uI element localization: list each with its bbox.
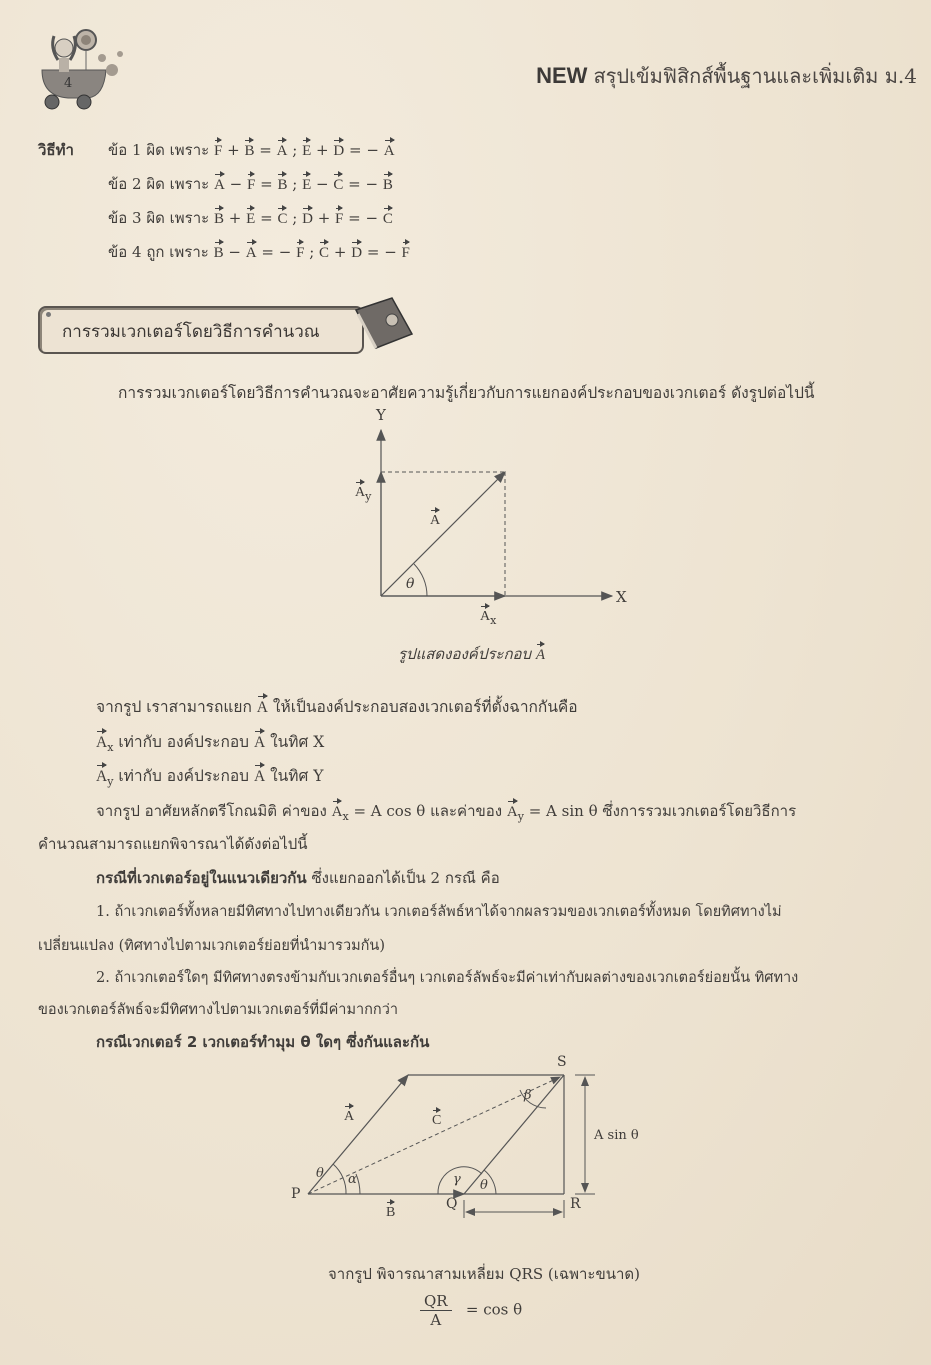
section-header bbox=[38, 306, 364, 354]
point-r: R bbox=[570, 1196, 581, 1212]
theta-label: θ bbox=[406, 576, 415, 592]
solution-item: ข้อ 1 ผิด เพราะ F + B = A ; E + D = − A bbox=[108, 141, 395, 159]
case1-heading: กรณีที่เวกเตอร์อยู่ในแนวเดียวกัน ซึ่งแยกออกได้เป็น 2 กรณี คือ bbox=[96, 869, 500, 887]
book-title-text: สรุปเข้มฟิสิกส์พื้นฐานและเพิ่มเติม ม.4 bbox=[593, 64, 917, 88]
case1-item1: 1. ถ้าเวกเตอร์ทั้งหลายมีทิศทางไปทางเดียวกัน เวกเตอร์ลัพธ์หาได้จากผลรวมของเวกเตอร์ทั้งหมด โดยทิศทางไม่ bbox=[96, 904, 782, 920]
point-q: Q bbox=[446, 1196, 458, 1212]
point-s: S bbox=[557, 1054, 567, 1070]
point-p: P bbox=[291, 1186, 301, 1202]
brand-new: NEW bbox=[536, 63, 588, 88]
bullet-dot-icon bbox=[46, 312, 51, 317]
ax-label: $A_x$ bbox=[480, 609, 497, 627]
beta-label: β bbox=[524, 1088, 532, 1103]
solution-item: ข้อ 3 ผิด เพราะ B + E = C ; D + F = − C bbox=[108, 209, 393, 227]
y-axis-label: Y bbox=[376, 406, 386, 424]
case1-item1-wrap: เปลี่ยนแปลง (ทิศทางไปตามเวกเตอร์ย่อยที่นำมารวมกัน) bbox=[38, 938, 385, 954]
vector-c-label: C bbox=[432, 1113, 442, 1128]
solution-item: ข้อ 2 ผิด เพราะ A − F = B ; E − C = − B bbox=[108, 175, 393, 193]
vector-b-label: B bbox=[386, 1205, 396, 1220]
mascot-illustration bbox=[28, 26, 168, 110]
theta-label-p: θ bbox=[316, 1166, 324, 1181]
solution-label: วิธีทำ bbox=[38, 141, 74, 159]
height-label: A sin θ bbox=[594, 1128, 639, 1143]
section-title: การรวมเวกเตอร์โดยวิธีการคำนวณ bbox=[62, 322, 320, 342]
paragraph-trig-wrap: คำนวณสามารถแยกพิจารณาได้ดังต่อไปนี้ bbox=[38, 835, 308, 853]
solution-item: ข้อ 4 ถูก เพราะ B − A = − F ; C + D = − F bbox=[108, 243, 410, 261]
notebook-icon bbox=[352, 296, 416, 352]
case1-item2-wrap: ของเวกเตอร์ลัพธ์จะมีทิศทางไปตามเวกเตอร์ที่มีค่ามากกว่า bbox=[38, 1002, 398, 1018]
ay-label: $A_y$ bbox=[355, 485, 372, 503]
conclusion-text: จากรูป พิจารณาสามเหลี่ยม QRS (เฉพาะขนาด) bbox=[328, 1265, 640, 1283]
vector-a-label-2: A bbox=[344, 1109, 355, 1124]
ax-definition: $A_x$ เท่ากับ องค์ประกอบ A ในทิศ X bbox=[96, 733, 325, 754]
vector-a-label: A bbox=[430, 513, 441, 528]
paragraph-trig: จากรูป อาศัยหลักตรีโกณมิติ ค่าของ $A_x = A$ cos θ และค่าของ $A_y = A$ sin θ ซึ่งการรวมเวกเตอร์โดยวิธีการ bbox=[96, 802, 797, 823]
paragraph-decompose: จากรูป เราสามารถแยก A ให้เป็นองค์ประกอบสองเวกเตอร์ที่ตั้งฉากกันคือ bbox=[96, 698, 578, 716]
x-axis-label: X bbox=[616, 588, 627, 606]
formula-cos: $\frac{QR}{A}$ = cos θ bbox=[420, 1292, 522, 1329]
book-title bbox=[536, 60, 917, 92]
theta-label-q: θ bbox=[480, 1178, 488, 1193]
page-number: 4 bbox=[64, 76, 73, 91]
gamma-label: γ bbox=[453, 1172, 461, 1187]
figure1-caption: รูปแสดงองค์ประกอบ A bbox=[398, 645, 546, 663]
case1-item2: 2. ถ้าเวกเตอร์ใดๆ มีทิศทางตรงข้ามกับเวกเตอร์อื่นๆ เวกเตอร์ลัพธ์จะมีค่าเท่ากับผลต่างของเวกเตอร์ย่อยนั้น ทิศทาง bbox=[96, 970, 799, 986]
alpha-label: α bbox=[348, 1172, 357, 1187]
section-intro: การรวมเวกเตอร์โดยวิธีการคำนวณจะอาศัยความรู้เกี่ยวกับการแยกองค์ประกอบของเวกเตอร์ ดังรูปต่อไปนี้ bbox=[118, 384, 815, 402]
case2-heading: กรณีเวกเตอร์ 2 เวกเตอร์ทำมุม θ ใดๆ ซึ่งกันและกัน bbox=[96, 1033, 430, 1051]
ay-definition: $A_y$ เท่ากับ องค์ประกอบ A ในทิศ Y bbox=[96, 767, 324, 788]
